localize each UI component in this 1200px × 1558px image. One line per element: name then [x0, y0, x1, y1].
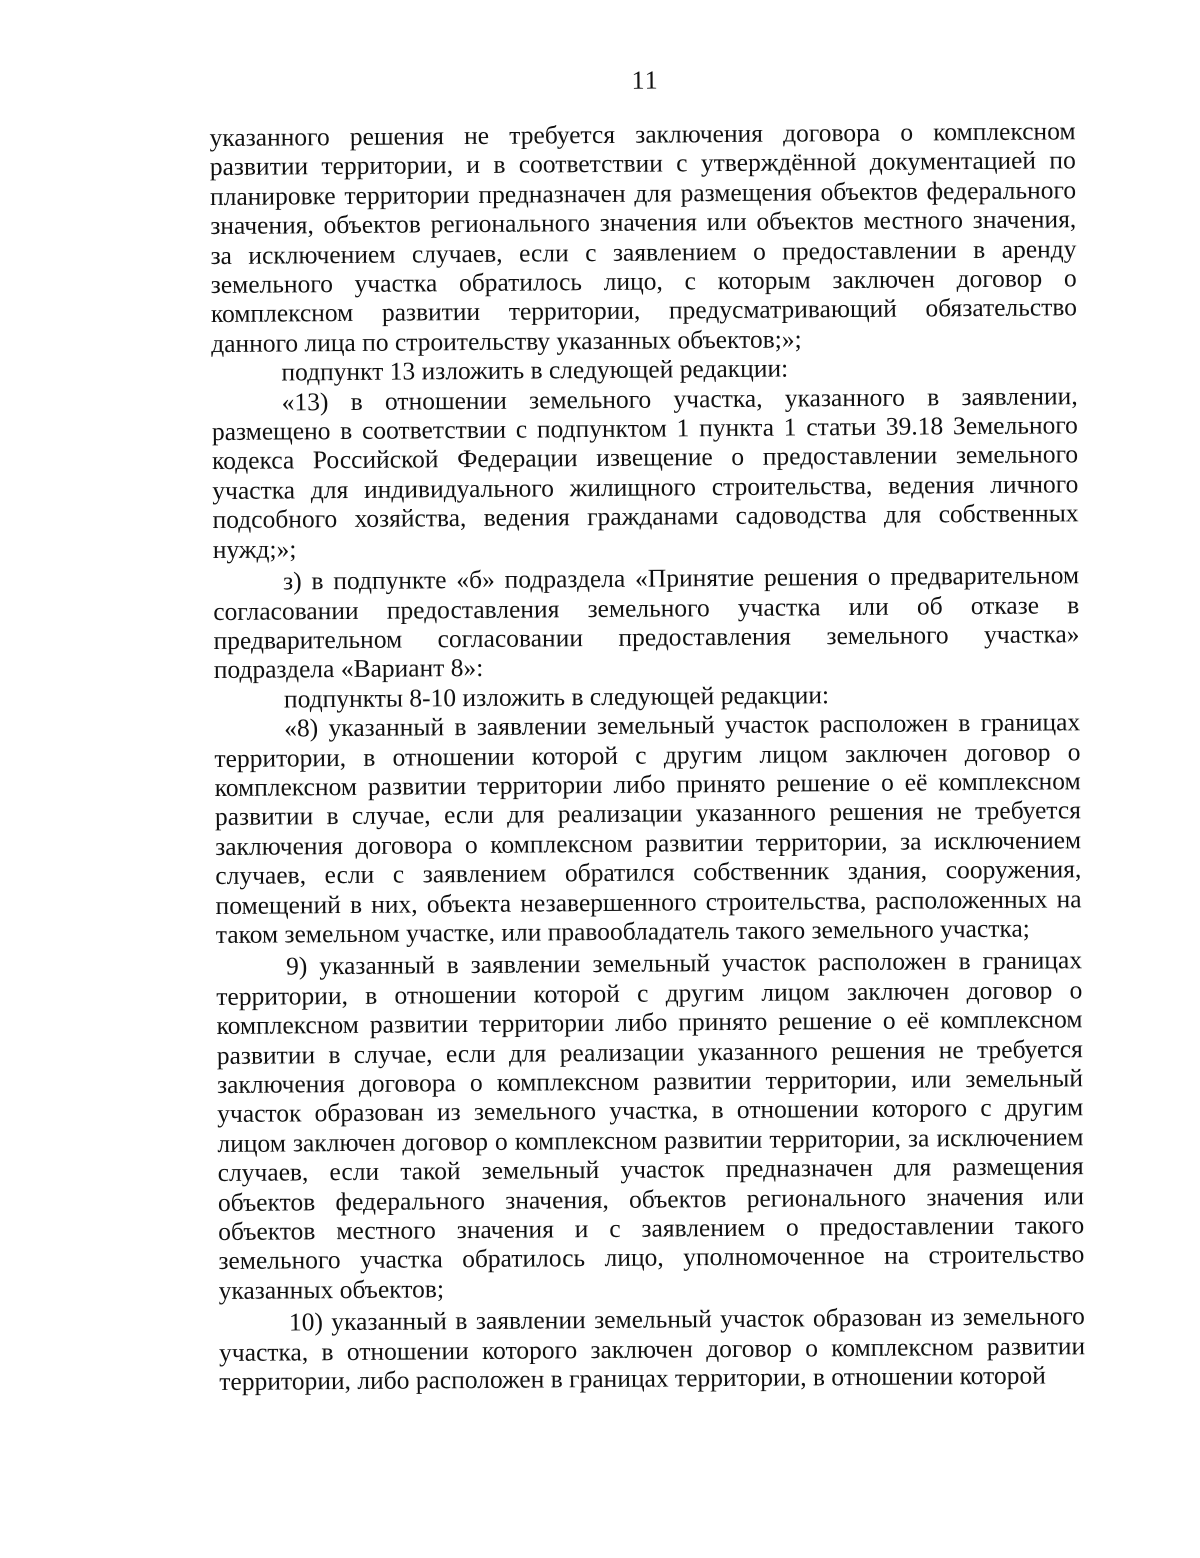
document-body [209, 116, 1085, 1396]
paragraph: подпункт 13 изложить в следующей редакции: [281, 353, 789, 387]
paragraph: з) в подпункте «б» подраздела «Принятие решения о предварительном согласовании предоставления земельного участка или об отказе в предварительном согласовании предоставления земельного участка» подраздела «Вариант 8»: [213, 560, 1080, 685]
paragraph: «13) в отношении земельного участка, указанного в заявлении, размещено в соответствии с подпунктом 1 пункта 1 статьи 39.18 Земельного кодекса Российской Федерации извещение о предоставлении земельного участка для индивидуального жилищного строительства, ведения личного подсобного хозяйства, ведения гражданами садоводства для собственных нужд;»; [211, 380, 1079, 564]
paragraph: указанного решения не требуется заключения договора о комплексном развитии территории, и в соответствии с утверждённой документацией по планировке территории предназначен для размещения объектов федерального значения, объектов регионального значения или объектов местного значения, за исключением случаев, если с заявлением о предоставлении в аренду земельного участка обратилось лицо, с которым заключен договор о комплексном развитии территории, предусматривающий обязательство данного лица по строительству указанных объектов;»; [209, 116, 1078, 358]
paragraph: 9) указанный в заявлении земельный участок расположен в границах территории, в отношении которой с другим лицом заключен договор о комплексном развитии территории либо принято решение о её комплексном развитии в случае, если для реализации указанного решения не требуется заключения договора о комплексном развитии территории, или земельный участок образован из земельного участка, в отношении которого с другим лицом заключен договор о комплексном развитии территории, за исключением случаев, если такой земельный участок предназначен для размещения объектов федерального значения, объектов регионального значения или объектов местного значения и с заявлением о предоставлении такого земельного участка обратилось лицо, уполномоченное на строительство указанных объектов; [216, 945, 1085, 1305]
page-number: 11 [631, 65, 659, 95]
paragraph: 10) указанный в заявлении земельный участок образован из земельного участка, в отношении которого заключен договор о комплексном развитии территории, либо расположен в границах территории, в отношении которой [218, 1301, 1086, 1397]
paragraph: подпункты 8-10 изложить в следующей редакции: [283, 679, 830, 714]
paragraph: «8) указанный в заявлении земельный участок расположен в границах территории, в отношении которой с другим лицом заключен договор о комплексном развитии территории либо принято решение о её комплексном развитии в случае, если для реализации указанного решения не требуется заключения договора о комплексном развитии территории, за исключением случаев, если с заявлением обратился собственник здания, сооружения, помещений в них, объекта незавершенного строительства, расположенных на таком земельном участке, или правообладатель такого земельного участка; [214, 707, 1082, 949]
